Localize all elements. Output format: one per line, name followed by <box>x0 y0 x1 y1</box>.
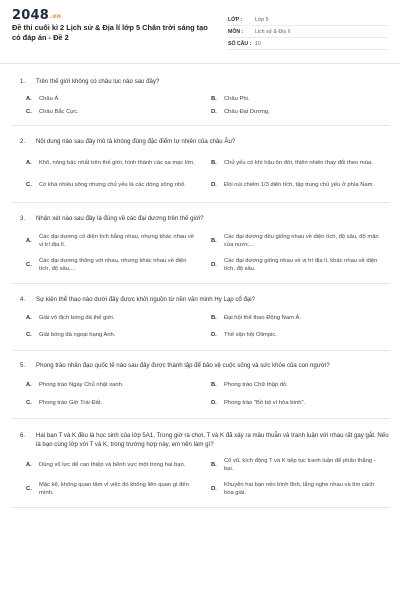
meta-row-class <box>228 14 388 26</box>
question-body: Sự kiện thể thao nào dưới đây được khởi nguồn từ nền văn minh Hy Lạp cổ đại? <box>36 296 256 303</box>
question-number: 4. <box>20 296 26 303</box>
option-text: Phong trào Chữ thập đỏ. <box>224 381 288 388</box>
meta-row-subject <box>228 26 388 38</box>
option-letter: A. <box>26 96 32 103</box>
answer-options <box>26 376 390 412</box>
option-letter: C. <box>26 109 32 116</box>
option-letter: C. <box>26 332 32 339</box>
meta-key: LỚP : <box>228 16 243 23</box>
document-title: Đề thi cuối kì 2 Lịch sử & Địa lí lớp 5 Chân trời sáng tạo có đáp án - Đề 2 <box>12 23 208 42</box>
option-text: Các đại dương thông với nhau, nhưng khác nhau về diện tích, độ sâu,... <box>39 257 187 272</box>
answer-options <box>26 229 390 277</box>
question-text <box>12 431 390 449</box>
option-letter: A. <box>26 315 32 322</box>
question-2 <box>12 126 390 203</box>
option-text: Các đại dương đều giống nhau về diện tích, độ sâu, độ mặn của nước... <box>224 233 379 248</box>
option-text: Thế vận hội Olimpic. <box>224 332 277 339</box>
question-text <box>12 361 390 370</box>
question-list <box>0 64 400 508</box>
question-body: Hai bạn T và K đều là học sinh của lớp 5A1. Trong giờ ra chơi, T và K đã xảy ra mâu thuẫn và tranh luận với nhau rất gay gắt. Nếu là bạn cùng lớp với T và K, trong trường hợp này, em nên làm gì? <box>36 432 389 448</box>
option-letter: C. <box>26 399 32 406</box>
answer-option-d[interactable] <box>211 174 390 196</box>
question-body: Trên thế giới không có châu lục nào sau đây? <box>36 78 160 85</box>
option-text: Khô, nóng bậc nhất trên thế giới, hình thành các sa mạc lớn. <box>39 159 195 166</box>
meta-value: 10 <box>255 40 261 47</box>
question-body: Nội dung nào sau đây mô tả không đúng đặc điểm tự nhiên của châu Âu? <box>36 138 236 145</box>
option-letter: A. <box>26 461 32 468</box>
answer-option-c[interactable] <box>26 477 205 501</box>
option-letter: C. <box>26 485 32 492</box>
option-text: Giải vô địch bóng đá thế giới. <box>39 315 115 322</box>
answer-option-a[interactable] <box>26 376 205 394</box>
option-text: Châu Á. <box>39 96 60 103</box>
option-text: Khuyên hai bạn nên bình tĩnh, lắng nghe nhau và tìm cách hòa giải. <box>224 481 375 496</box>
option-letter: C. <box>26 261 32 268</box>
option-letter: D. <box>211 485 217 492</box>
meta-value: Lớp 5 <box>255 16 269 23</box>
option-text: Đại hội thể thao Đông Nam Á. <box>224 315 302 322</box>
question-1 <box>12 64 390 126</box>
answer-options <box>26 93 390 119</box>
option-text: Châu Đại Dương. <box>224 109 270 116</box>
option-letter: B. <box>211 315 217 322</box>
option-letter: D. <box>211 399 217 406</box>
logo-number: 2048 <box>12 8 49 23</box>
option-text: Châu Bắc Cực. <box>39 109 79 116</box>
answer-option-a[interactable] <box>26 310 205 327</box>
exam-meta <box>228 14 388 50</box>
answer-option-c[interactable] <box>26 106 205 119</box>
option-letter: B. <box>211 159 217 166</box>
option-letter: B. <box>211 237 217 244</box>
option-text: Phong trào Ngày Chủ nhật xanh. <box>39 381 124 388</box>
answer-option-b[interactable] <box>211 310 390 327</box>
question-number: 3. <box>20 215 26 222</box>
option-letter: C. <box>26 181 32 188</box>
option-letter: B. <box>211 461 217 468</box>
answer-option-a[interactable] <box>26 152 205 174</box>
option-letter: A. <box>26 237 32 244</box>
question-4 <box>12 284 390 351</box>
option-text: Phong trào Giờ Trái Đất. <box>39 399 103 406</box>
question-5 <box>12 351 390 419</box>
option-text: Đồi núi chiếm 1/3 diện tích, tập trung chủ yếu ở phía Nam. <box>224 181 375 188</box>
answer-option-b[interactable] <box>211 152 390 174</box>
question-text <box>12 295 390 304</box>
answer-option-d[interactable] <box>211 477 390 501</box>
option-text: Giải bóng đá ngoại hạng Anh. <box>39 332 116 339</box>
answer-options <box>26 453 390 501</box>
question-6 <box>12 419 390 508</box>
logo-suffix: .vn <box>49 13 62 20</box>
option-text: Dùng vũ lực để can thiệp và bênh vực một trong hai bạn. <box>39 461 186 468</box>
question-text <box>12 77 390 86</box>
question-number: 1. <box>20 78 26 85</box>
option-text: Các đại dương có diện tích bằng nhau, nhưng khác nhau về vị trí địa lí. <box>39 233 194 248</box>
meta-row-count <box>228 38 388 50</box>
answer-option-a[interactable] <box>26 229 205 253</box>
option-text: Chủ yếu có khí hậu ôn đới, thiên nhiên thay đổi theo mùa. <box>224 159 373 166</box>
option-text: Mặc kệ, không quan tâm vì việc đó không liên quan gì đến mình. <box>39 481 189 496</box>
option-text: Các đại dương giống nhau về vị trí địa lí, khác nhau về diện tích, độ sâu. <box>224 257 378 272</box>
question-body: Phong trào nhân đạo quốc tế nào sau đây được thành lập để bảo vệ cuộc sống và sức khỏe của con người? <box>36 362 330 369</box>
answer-option-b[interactable] <box>211 229 390 253</box>
option-letter: D. <box>211 261 217 268</box>
answer-option-b[interactable] <box>211 453 390 477</box>
option-letter: B. <box>211 96 217 103</box>
option-letter: A. <box>26 381 32 388</box>
question-body: Nhận xét nào sau đây là đúng về các đại dương trên thế giới? <box>36 215 204 222</box>
answer-option-a[interactable] <box>26 93 205 106</box>
answer-option-c[interactable] <box>26 174 205 196</box>
meta-key: MÔN : <box>228 28 244 35</box>
option-letter: D. <box>211 332 217 339</box>
answer-options <box>26 152 390 196</box>
meta-key: SỐ CÂU : <box>228 40 252 47</box>
question-text <box>12 137 390 146</box>
answer-option-d[interactable] <box>211 327 390 344</box>
answer-option-c[interactable] <box>26 327 205 344</box>
question-number: 6. <box>20 432 26 439</box>
page-header <box>0 0 400 64</box>
answer-option-a[interactable] <box>26 453 205 477</box>
answer-option-d[interactable] <box>211 394 390 412</box>
option-letter: B. <box>211 381 217 388</box>
answer-option-c[interactable] <box>26 253 205 277</box>
question-number: 2. <box>20 138 26 145</box>
answer-option-b[interactable] <box>211 93 390 106</box>
option-text: Có khá nhiều sông nhưng chủ yếu là các dòng sông nhỏ. <box>39 181 186 188</box>
answer-options <box>26 310 390 344</box>
question-text <box>12 214 390 223</box>
option-letter: A. <box>26 159 32 166</box>
option-letter: D. <box>211 109 217 116</box>
option-text: Phong trào "Bồ bộ vì hòa bình". <box>224 399 306 406</box>
option-text: Châu Phi. <box>224 96 250 103</box>
meta-value: Lịch sử & Địa lí <box>255 28 291 35</box>
option-letter: D. <box>211 181 217 188</box>
answer-option-d[interactable] <box>211 106 390 119</box>
option-text: Cổ vũ, kích động T và K tiếp tục tranh luận để phân thắng - bại. <box>224 457 376 472</box>
answer-option-b[interactable] <box>211 376 390 394</box>
question-number: 5. <box>20 362 26 369</box>
question-3 <box>12 203 390 284</box>
answer-option-c[interactable] <box>26 394 205 412</box>
answer-option-d[interactable] <box>211 253 390 277</box>
